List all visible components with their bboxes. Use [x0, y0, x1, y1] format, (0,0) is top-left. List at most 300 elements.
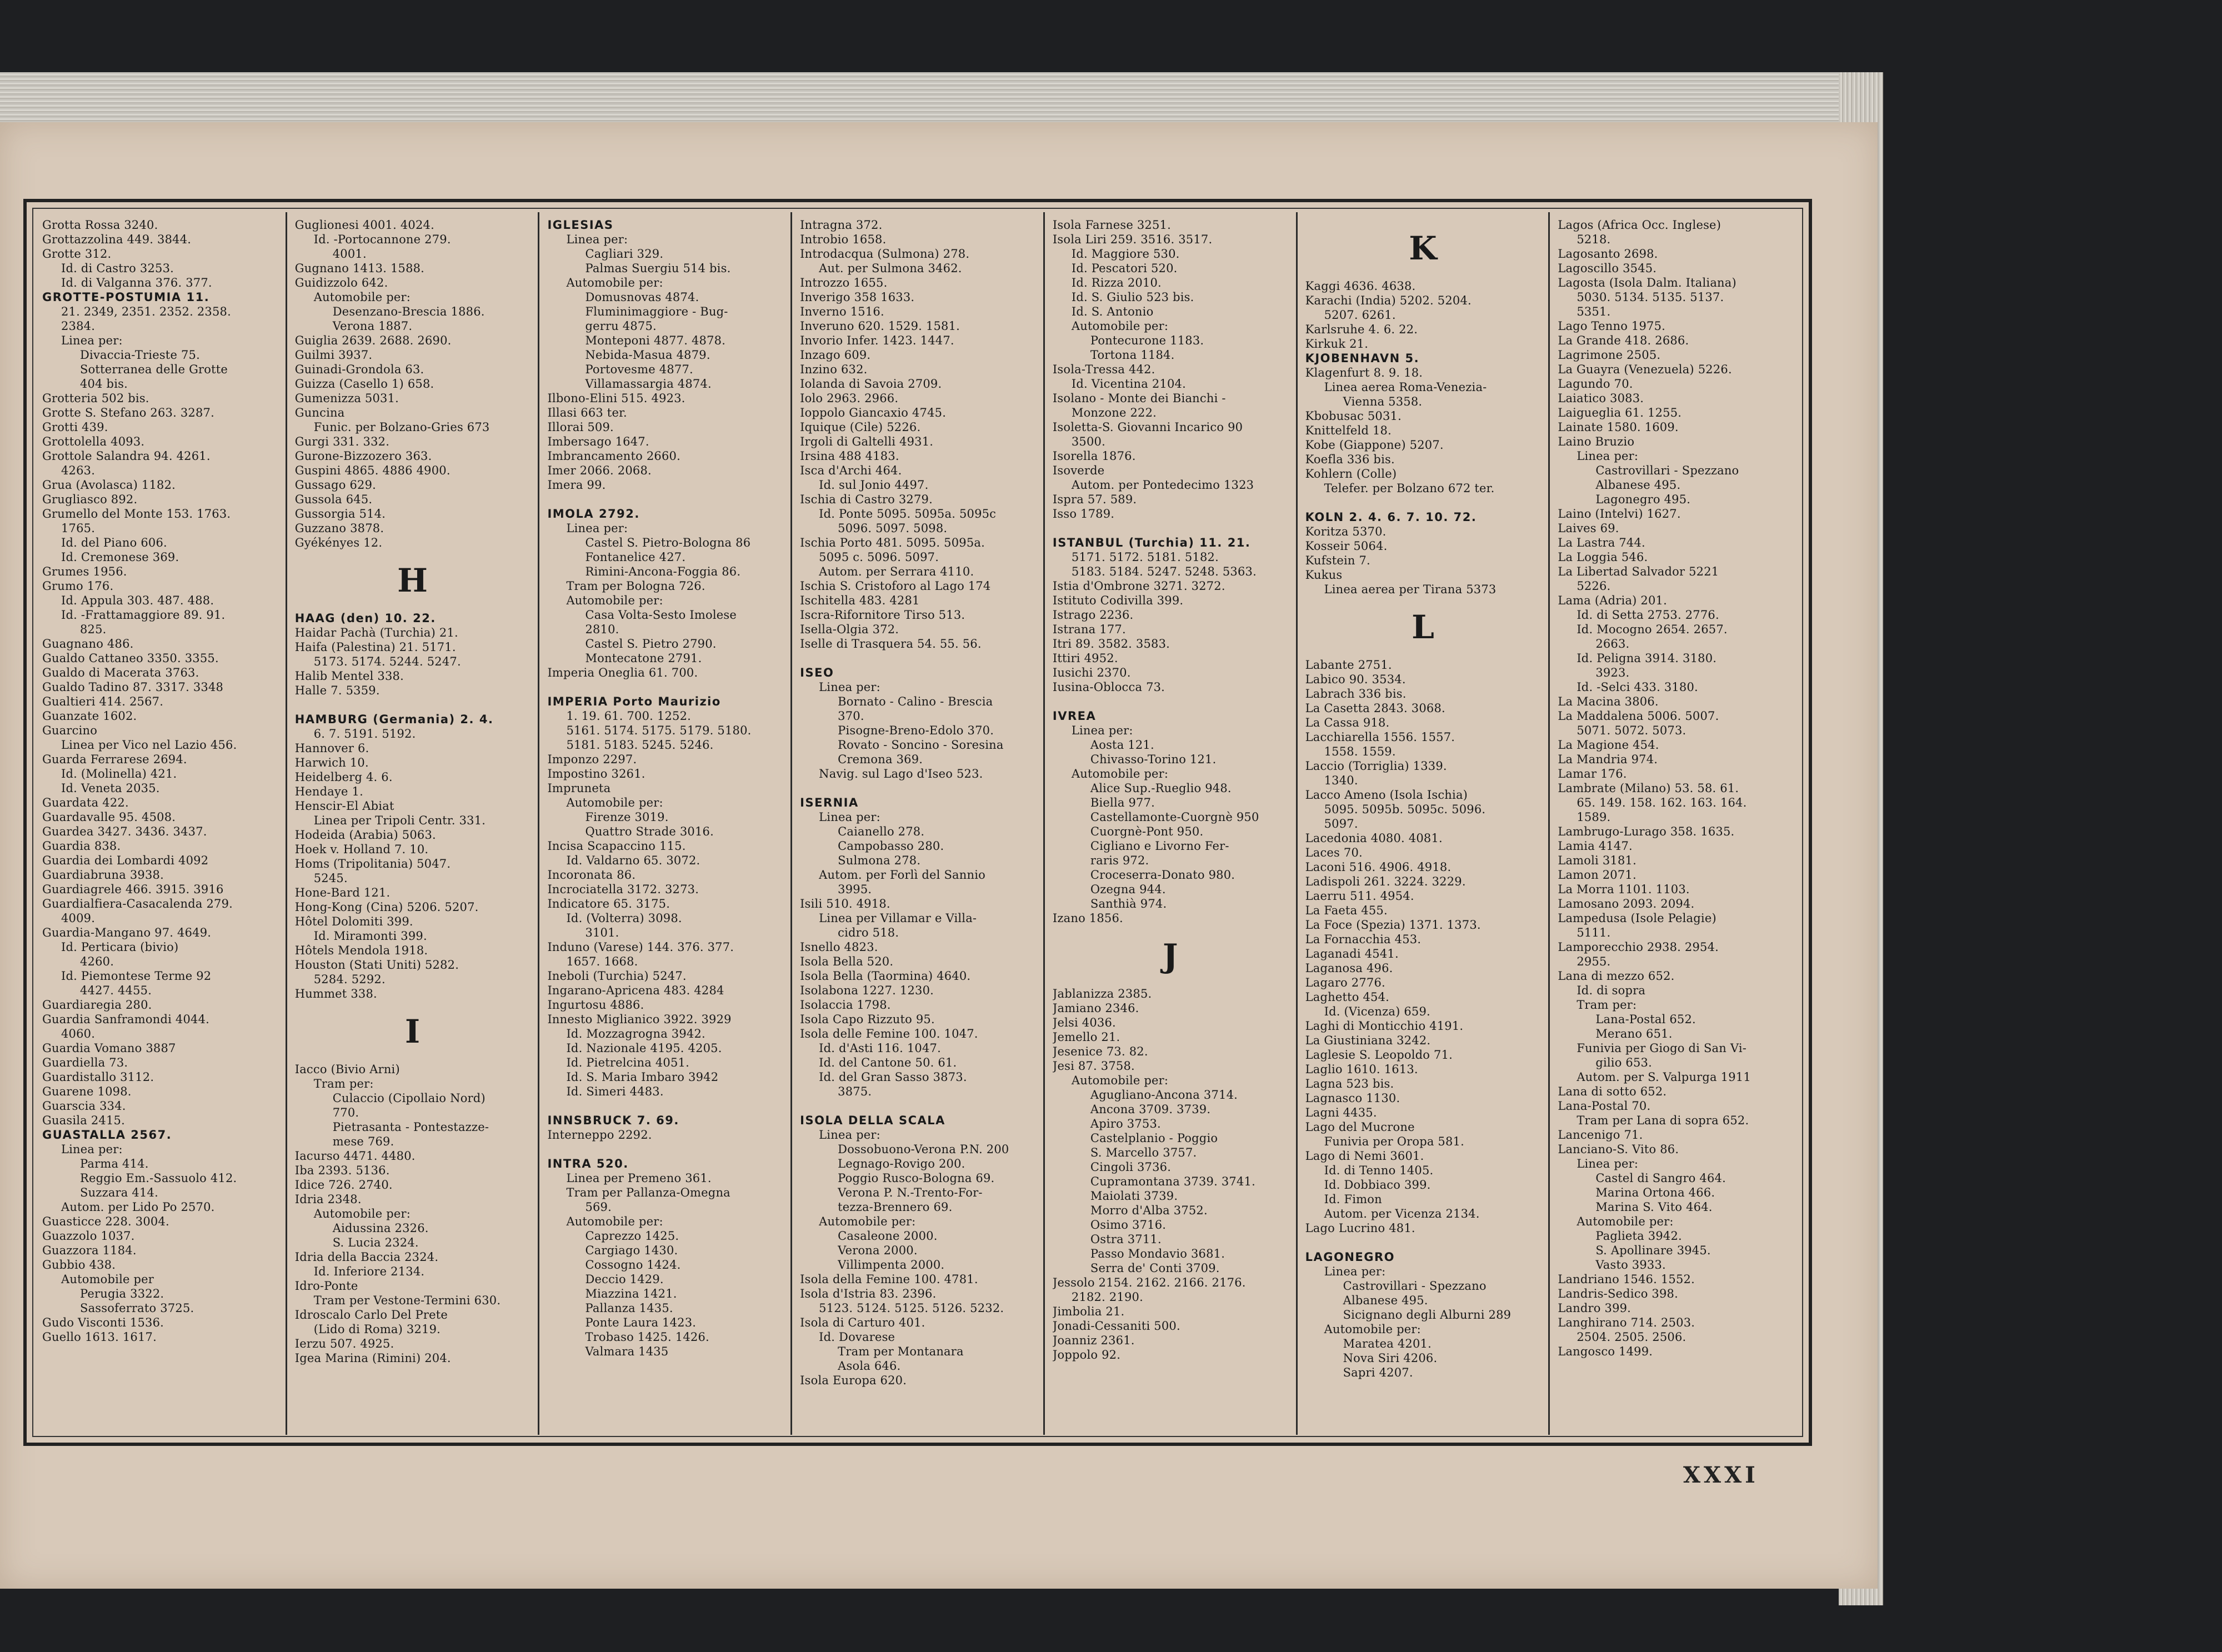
- index-entry: La Loggia 546.: [1558, 550, 1648, 564]
- index-entry: Laglesie S. Leopoldo 71.: [1305, 1048, 1453, 1062]
- index-heading: IMPERIA Porto Maurizio: [547, 695, 721, 708]
- index-entry: Landriano 1546. 1552.: [1558, 1273, 1695, 1286]
- index-entry: Imperia Oneglia 61. 700.: [547, 666, 698, 679]
- index-entry: Castelplanio - Poggio: [1090, 1132, 1218, 1145]
- index-entry: Id. Veneta 2035.: [61, 782, 160, 795]
- index-entry: Hôtel Dolomiti 399.: [294, 915, 413, 928]
- index-entry: Guizza (Casello 1) 658.: [294, 377, 434, 391]
- index-entry: 21. 2349, 2351. 2352. 2358.: [61, 305, 231, 318]
- index-entry: Isola Farnese 3251.: [1052, 218, 1171, 232]
- index-entry: Guncina: [294, 406, 345, 419]
- index-entry: Introbio 1658.: [800, 233, 887, 246]
- index-entry: Pontecurone 1183.: [1090, 334, 1204, 347]
- index-entry: Linea per:: [61, 334, 123, 347]
- page-number: XXXI: [1683, 1462, 1759, 1488]
- index-entry: Henscir-El Abiat: [294, 799, 394, 813]
- index-entry: Istituto Codivilla 399.: [1052, 594, 1184, 607]
- index-entry: Ischia S. Cristoforo al Lago 174: [800, 579, 991, 593]
- index-heading: ISOLA DELLA SCALA: [800, 1114, 945, 1127]
- index-entry: Osimo 3716.: [1090, 1218, 1167, 1232]
- index-entry: Grua (Avolasca) 1182.: [42, 478, 176, 492]
- index-entry: Cossogno 1424.: [585, 1258, 681, 1271]
- index-entry: Labico 90. 3534.: [1305, 673, 1406, 686]
- index-entry: Hodeida (Arabia) 5063.: [294, 828, 436, 842]
- index-entry: Domusnovas 4874.: [585, 291, 699, 304]
- index-entry: Guardavalle 95. 4508.: [42, 810, 176, 824]
- index-entry: La Cassa 918.: [1305, 716, 1390, 729]
- index-entry: Koritza 5370.: [1305, 525, 1387, 538]
- index-entry: Lagni 4435.: [1305, 1106, 1377, 1119]
- index-entry: Lamoli 3181.: [1558, 854, 1637, 867]
- index-heading: KJOBENHAVN 5.: [1305, 352, 1420, 365]
- index-column-7: [1550, 212, 1801, 1435]
- index-entry: Imbersago 1647.: [547, 435, 649, 448]
- index-entry: Ancona 3709. 3739.: [1090, 1103, 1211, 1116]
- index-entry: Harwich 10.: [294, 756, 369, 769]
- index-entry: 825.: [80, 623, 107, 636]
- index-entry: Marina Ortona 466.: [1595, 1186, 1715, 1199]
- index-entry: Lacco Ameno (Isola Ischia): [1305, 788, 1468, 802]
- index-entry: Pisogne-Breno-Edolo 370.: [838, 724, 994, 737]
- index-entry: Castel S. Pietro-Bologna 86: [585, 536, 751, 549]
- index-entry: Ispra 57. 589.: [1052, 493, 1137, 506]
- index-entry: Chivasso-Torino 121.: [1090, 753, 1217, 766]
- index-entry: Knittelfeld 18.: [1305, 424, 1392, 437]
- index-entry: Isnello 4823.: [800, 940, 878, 954]
- index-entry: Lagnasco 1130.: [1305, 1092, 1400, 1105]
- index-entry: Isorella 1876.: [1052, 449, 1136, 463]
- index-entry: [1053, 694, 1288, 709]
- index-entry: Hannover 6.: [294, 742, 369, 755]
- index-entry: Vasto 3933.: [1595, 1258, 1666, 1271]
- index-entry: Isoverde: [1052, 464, 1105, 477]
- index-entry: Serra de' Conti 3709.: [1090, 1261, 1220, 1275]
- index-heading: IMOLA 2792.: [547, 507, 640, 520]
- section-letter: I: [405, 1013, 421, 1050]
- index-entry: gilio 653.: [1595, 1056, 1652, 1069]
- index-entry: Itri 89. 3582. 3583.: [1052, 637, 1170, 650]
- index-entry: Hoek v. Holland 7. 10.: [294, 843, 429, 856]
- index-entry: [800, 1099, 1035, 1113]
- index-entry: Lago Tenno 1975.: [1558, 319, 1666, 333]
- index-entry: Introdacqua (Sulmona) 278.: [800, 247, 970, 261]
- index-entry: Lanciano-S. Vito 86.: [1558, 1143, 1679, 1156]
- index-entry: La Maddalena 5006. 5007.: [1558, 709, 1719, 723]
- index-entry: La Mandria 974.: [1558, 753, 1658, 766]
- index-entry: Id. Peligna 3914. 3180.: [1577, 652, 1717, 665]
- index-entry: Lagrimone 2505.: [1558, 348, 1661, 362]
- index-entry: Aut. per Sulmona 3462.: [819, 262, 962, 275]
- index-entry: Id. Valdarno 65. 3072.: [566, 854, 700, 867]
- index-entry: 5111.: [1577, 926, 1611, 939]
- index-entry: Isola Capo Rizzuto 95.: [800, 1013, 935, 1026]
- index-entry: Gussola 645.: [294, 493, 373, 506]
- index-entry: Langhirano 714. 2503.: [1558, 1316, 1695, 1329]
- index-entry: 4060.: [61, 1027, 96, 1040]
- index-entry: Iselle di Trasquera 54. 55. 56.: [800, 637, 982, 650]
- index-entry: Ostra 3711.: [1090, 1233, 1162, 1246]
- index-entry: Irgoli di Galtelli 4931.: [800, 435, 934, 448]
- index-entry: S. Apollinare 3945.: [1595, 1244, 1711, 1257]
- index-entry: Quattro Strade 3016.: [585, 825, 714, 838]
- index-entry: Iusichi 2370.: [1052, 666, 1131, 679]
- index-entry: Impruneta: [547, 782, 611, 795]
- index-entry: Istrana 177.: [1052, 623, 1126, 636]
- index-entry: Kbobusac 5031.: [1305, 409, 1402, 423]
- index-entry: Linea per Vico nel Lazio 456.: [61, 738, 237, 752]
- index-entry: Inverno 1516.: [800, 305, 884, 318]
- index-entry: Tram per Montanara: [838, 1345, 964, 1358]
- index-entry: 3995.: [838, 883, 872, 896]
- index-entry: Iquique (Cile) 5226.: [800, 420, 921, 434]
- index-entry: Id. del Cantone 50. 61.: [819, 1056, 957, 1069]
- index-entry: Guarcino: [42, 724, 98, 737]
- index-entry: Ischitella 483. 4281: [800, 594, 920, 607]
- index-entry: Culaccio (Cipollaio Nord): [332, 1092, 486, 1105]
- index-entry: Automobile per:: [819, 1215, 916, 1228]
- index-entry: Lambrugo-Lurago 358. 1635.: [1558, 825, 1735, 838]
- index-entry: Albanese 495.: [1343, 1294, 1428, 1307]
- index-entry: Jimbolia 21.: [1052, 1305, 1125, 1318]
- index-entry: Joanniz 2361.: [1052, 1334, 1135, 1347]
- index-entry: 6. 7. 5191. 5192.: [313, 727, 416, 740]
- index-entry: Villimpenta 2000.: [838, 1258, 945, 1271]
- index-entry: Bornato - Calino - Brescia: [838, 695, 993, 708]
- index-entry: Id. Rizza 2010.: [1071, 276, 1162, 289]
- index-entry: 4263.: [61, 464, 96, 477]
- index-entry: [1305, 495, 1541, 510]
- index-entry: Istrago 2236.: [1052, 608, 1134, 622]
- index-entry: La Casetta 2843. 3068.: [1305, 702, 1445, 715]
- index-entry: Linea per Villamar e Villa-: [819, 912, 977, 925]
- index-entry: Joppolo 92.: [1052, 1348, 1121, 1361]
- index-entry: Isola d'Istria 83. 2396.: [800, 1287, 937, 1300]
- index-entry: 4260.: [80, 955, 114, 968]
- index-entry: Iba 2393. 5136.: [294, 1164, 390, 1177]
- index-entry: Intragna 372.: [800, 218, 883, 232]
- index-entry: Id. (Molinella) 421.: [61, 767, 177, 780]
- index-entry: Automobile per:: [313, 1207, 411, 1220]
- index-entry: Lamosano 2093. 2094.: [1558, 897, 1695, 910]
- index-entry: Iacco (Bivio Arni): [294, 1063, 400, 1076]
- index-entry: La Lastra 744.: [1558, 536, 1645, 549]
- index-entry: 5183. 5184. 5247. 5248. 5363.: [1071, 565, 1257, 578]
- index-entry: Verona 1887.: [332, 319, 413, 333]
- index-entry: Laigueglia 61. 1255.: [1558, 406, 1682, 419]
- index-entry: La Faeta 455.: [1305, 904, 1388, 917]
- index-entry: Linea per:: [61, 1143, 123, 1156]
- index-entry: Guzzano 3878.: [294, 522, 384, 535]
- index-entry: Casa Volta-Sesto Imolese: [585, 608, 737, 622]
- index-heading: GUASTALLA 2567.: [42, 1128, 172, 1142]
- index-entry: 5226.: [1577, 579, 1611, 593]
- index-entry: Rimini-Ancona-Foggia 86.: [585, 565, 741, 578]
- index-entry: Indicatore 65. 3175.: [547, 897, 670, 910]
- index-entry: Id. S. Maria Imbaro 3942: [566, 1070, 719, 1084]
- index-entry: Automobile per: [61, 1273, 154, 1286]
- index-entry: Deccio 1429.: [585, 1273, 664, 1286]
- index-page: [0, 122, 1878, 1589]
- index-entry: Linea per Premeno 361.: [566, 1172, 712, 1185]
- index-entry: Guardia Sanframondi 4044.: [42, 1013, 210, 1026]
- index-entry: Guglionesi 4001. 4024.: [294, 218, 434, 232]
- index-entry: Id. Pietrelcina 4051.: [566, 1056, 689, 1069]
- index-entry: Fontanelice 427.: [585, 550, 686, 564]
- index-entry: Automobile per:: [1071, 767, 1169, 780]
- index-entry: Kohlern (Colle): [1305, 467, 1397, 480]
- index-entry: Id. Piemontese Terme 92: [61, 969, 212, 983]
- index-entry: Idria 2348.: [294, 1193, 362, 1206]
- index-entry: Linea per:: [819, 680, 880, 694]
- index-entry: Linea per:: [1577, 449, 1639, 463]
- index-entry: (Lido di Roma) 3219.: [313, 1323, 441, 1336]
- index-entry: Isoletta-S. Giovanni Incarico 90: [1052, 420, 1243, 434]
- index-entry: Caianello 278.: [838, 825, 925, 838]
- index-entry: Gussorgia 514.: [294, 507, 386, 520]
- index-entry: 2663.: [1595, 637, 1630, 650]
- index-heading: LAGONEGRO: [1305, 1250, 1395, 1264]
- index-entry: La Foce (Spezia) 1371. 1373.: [1305, 918, 1481, 932]
- index-entry: Campobasso 280.: [838, 839, 944, 853]
- index-entry: Desenzano-Brescia 1886.: [332, 305, 485, 318]
- index-entry: Inzago 609.: [800, 348, 871, 362]
- index-entry: Ischia di Castro 3279.: [800, 493, 933, 506]
- index-entry: Divaccia-Trieste 75.: [80, 348, 200, 362]
- index-entry: 5097.: [1324, 817, 1358, 830]
- index-entry: 4009.: [61, 912, 96, 925]
- index-entry: Santhià 974.: [1090, 897, 1167, 910]
- index-entry: Gurgi 331. 332.: [294, 435, 390, 448]
- index-entry: Jessolo 2154. 2162. 2166. 2176.: [1052, 1276, 1246, 1289]
- index-entry: Id. Fimon: [1324, 1193, 1382, 1206]
- index-entry: Haidar Pachà (Turchia) 21.: [294, 626, 458, 639]
- index-entry: Isolabona 1227. 1230.: [800, 984, 934, 997]
- index-entry: Guardia-Mangano 97. 4649.: [42, 926, 212, 939]
- index-entry: Aidussina 2326.: [332, 1222, 429, 1235]
- index-entry: 1657. 1668.: [566, 955, 638, 968]
- index-entry: Lamia 4147.: [1558, 839, 1633, 853]
- index-entry: Cuorgnè-Pont 950.: [1090, 825, 1204, 838]
- index-entry: Id. S. Giulio 523 bis.: [1071, 291, 1194, 304]
- index-entry: Maratea 4201.: [1343, 1337, 1432, 1350]
- index-entry: Inveruno 620. 1529. 1581.: [800, 319, 960, 333]
- index-entry: Guagnano 486.: [42, 637, 134, 650]
- index-entry: Pallanza 1435.: [585, 1301, 673, 1315]
- index-entry: Imponzo 2297.: [547, 753, 637, 766]
- index-entry: Linea per:: [1577, 1157, 1639, 1170]
- index-entry: 65. 149. 158. 162. 163. 164.: [1577, 796, 1747, 809]
- index-entry: Lagna 523 bis.: [1305, 1077, 1394, 1090]
- index-entry: Ittiri 4952.: [1052, 652, 1118, 665]
- index-entry: Jelsi 4036.: [1052, 1016, 1116, 1029]
- index-entry: Lacedonia 4080. 4081.: [1305, 832, 1443, 845]
- index-entry: Id. Simeri 4483.: [566, 1085, 664, 1098]
- index-entry: Lagosta (Isola Dalm. Italiana): [1558, 276, 1736, 289]
- index-entry: Poggio Rusco-Bologna 69.: [838, 1172, 995, 1185]
- index-entry: Kobe (Giappone) 5207.: [1305, 438, 1444, 452]
- index-entry: Guidizzolo 642.: [294, 276, 388, 289]
- index-entry: Sapri 4207.: [1343, 1366, 1413, 1379]
- index-entry: Funic. per Bolzano-Gries 673: [313, 420, 490, 434]
- index-entry: Guiglia 2639. 2688. 2690.: [294, 334, 452, 347]
- index-entry: 3923.: [1595, 666, 1630, 679]
- index-entry: Isola Bella 520.: [800, 955, 894, 968]
- index-entry: Castrovillari - Spezzano: [1595, 464, 1739, 477]
- index-entry: Automobile per:: [566, 796, 663, 809]
- index-entry: gerru 4875.: [585, 319, 657, 333]
- index-entry: 1589.: [1577, 810, 1611, 824]
- index-entry: Grottazzolina 449. 3844.: [42, 233, 192, 246]
- index-entry: Karlsruhe 4. 6. 22.: [1305, 323, 1418, 336]
- index-entry: Palmas Suergiu 514 bis.: [585, 262, 731, 275]
- index-entry: Sassoferrato 3725.: [80, 1301, 194, 1315]
- index-entry: Laghi di Monticchio 4191.: [1305, 1019, 1464, 1033]
- index-column-1: [34, 212, 287, 1435]
- index-entry: Castellamonte-Cuorgnè 950: [1090, 810, 1259, 824]
- index-entry: Haifa (Palestina) 21. 5171.: [294, 640, 456, 654]
- index-entry: 5030. 5134. 5135. 5137.: [1577, 291, 1724, 304]
- index-entry: Illorai 509.: [547, 420, 614, 434]
- index-entry: Castel S. Pietro 2790.: [585, 637, 717, 650]
- index-entry: Villamassargia 4874.: [585, 377, 712, 391]
- index-entry: Ischia Porto 481. 5095. 5095a.: [800, 536, 985, 549]
- index-entry: Cremona 369.: [838, 753, 923, 766]
- index-entry: Autom. per Forlì del Sannio: [819, 868, 985, 882]
- index-entry: Suzzara 414.: [80, 1186, 158, 1199]
- index-entry: 5173. 5174. 5244. 5247.: [313, 655, 461, 668]
- index-entry: Miazzina 1421.: [585, 1287, 677, 1300]
- index-entry: Guardea 3427. 3436. 3437.: [42, 825, 207, 838]
- index-entry: Lagos (Africa Occ. Inglese): [1558, 218, 1721, 232]
- index-entry: Incisa Scapaccino 115.: [547, 839, 686, 853]
- index-entry: Linea aerea per Tirana 5373: [1324, 583, 1497, 596]
- index-entry: Id. Maggiore 530.: [1071, 247, 1180, 261]
- index-column-5: [1045, 212, 1298, 1435]
- index-entry: Parma 414.: [80, 1157, 149, 1170]
- index-entry: 5245.: [313, 872, 348, 885]
- index-entry: Vienna 5358.: [1343, 395, 1423, 408]
- index-entry: Jamiano 2346.: [1052, 1002, 1139, 1015]
- index-entry: Guardiaregia 280.: [42, 998, 152, 1012]
- index-entry: Id. Vicentina 2104.: [1071, 377, 1186, 391]
- index-entry: Iacurso 4471. 4480.: [294, 1149, 416, 1163]
- index-column-3: [539, 212, 792, 1435]
- index-entry: Heidelberg 4. 6.: [294, 770, 393, 784]
- index-entry: Grottole Salandra 94. 4261.: [42, 449, 211, 463]
- index-entry: La Libertad Salvador 5221: [1558, 565, 1719, 578]
- index-entry: Laghetto 454.: [1305, 990, 1390, 1004]
- index-entry: Grugliasco 892.: [42, 493, 138, 506]
- index-entry: Monzone 222.: [1071, 406, 1157, 419]
- index-entry: Autom. per S. Valpurga 1911: [1577, 1070, 1751, 1084]
- index-heading: HAMBURG (Germania) 2. 4.: [294, 713, 494, 726]
- index-entry: Labante 2751.: [1305, 658, 1392, 672]
- index-entry: Lana-Postal 70.: [1558, 1099, 1651, 1113]
- index-entry: Guardiabruna 3938.: [42, 868, 164, 882]
- index-entry: [1053, 521, 1288, 535]
- index-entry: Idria della Baccia 2324.: [294, 1250, 439, 1264]
- index-entry: Laccio (Torriglia) 1339.: [1305, 759, 1447, 773]
- section-letter: H: [397, 562, 428, 599]
- index-entry: 3500.: [1071, 435, 1105, 448]
- index-entry: Iolanda di Savoia 2709.: [800, 377, 942, 391]
- index-entry: mese 769.: [332, 1135, 394, 1148]
- index-entry: Albanese 495.: [1595, 478, 1681, 492]
- index-entry: La Giustiniana 3242.: [1305, 1034, 1431, 1047]
- index-entry: 5351.: [1577, 305, 1611, 318]
- index-entry: Tram per Lana di sopra 652.: [1577, 1114, 1749, 1127]
- index-entry: Laconi 516. 4906. 4918.: [1305, 860, 1452, 874]
- index-entry: Lainate 1580. 1609.: [1558, 420, 1679, 434]
- index-entry: Lagosanto 2698.: [1558, 247, 1658, 261]
- index-entry: Gurone-Bizzozero 363.: [294, 449, 432, 463]
- index-entry: 5071. 5072. 5073.: [1577, 724, 1686, 737]
- index-entry: Agugliano-Ancona 3714.: [1090, 1088, 1238, 1102]
- index-entry: Ioppolo Giancaxio 4745.: [800, 406, 947, 419]
- index-heading: IVREA: [1052, 709, 1097, 723]
- index-entry: Guanzate 1602.: [42, 709, 137, 723]
- index-entry: 2810.: [585, 623, 619, 636]
- index-entry: 5161. 5174. 5175. 5179. 5180.: [566, 724, 752, 737]
- index-entry: Automobile per:: [1577, 1215, 1674, 1228]
- index-entry: Perugia 3322.: [80, 1287, 164, 1300]
- index-entry: Firenze 3019.: [585, 810, 669, 824]
- index-entry: Morro d'Alba 3752.: [1090, 1204, 1208, 1217]
- index-entry: Hôtels Mendola 1918.: [294, 944, 428, 957]
- index-entry: Inzino 632.: [800, 363, 868, 376]
- index-entry: Laerru 511. 4954.: [1305, 889, 1414, 903]
- index-entry: Asola 646.: [838, 1359, 901, 1373]
- index-entry: Hone-Bard 121.: [294, 886, 391, 899]
- index-entry: Autom. per Lido Po 2570.: [61, 1200, 215, 1214]
- index-entry: Lambrate (Milano) 53. 58. 61.: [1558, 782, 1739, 795]
- index-entry: Laces 70.: [1305, 846, 1363, 859]
- index-entry: Id. -Frattamaggiore 89. 91.: [61, 608, 226, 622]
- index-entry: Cupramontana 3739. 3741.: [1090, 1175, 1255, 1188]
- index-entry: 5095 c. 5096. 5097.: [819, 550, 939, 564]
- index-entry: Houston (Stati Uniti) 5282.: [294, 958, 459, 972]
- index-entry: Id. d'Asti 116. 1047.: [819, 1042, 941, 1055]
- index-entry: Koefla 336 bis.: [1305, 453, 1395, 466]
- index-entry: Gualtieri 414. 2567.: [42, 695, 164, 708]
- index-entry: Guasila 2415.: [42, 1114, 125, 1127]
- index-entry: Invorio Infer. 1423. 1447.: [800, 334, 954, 347]
- index-entry: Laglio 1610. 1613.: [1305, 1063, 1418, 1076]
- index-entry: Iolo 2963. 2966.: [800, 392, 899, 405]
- index-entry: Id. Ponte 5095. 5095a. 5095c: [819, 507, 997, 520]
- index-entry: Grotti 439.: [42, 420, 108, 434]
- index-entry: Interneppo 2292.: [547, 1128, 652, 1142]
- index-entry: Isolano - Monte dei Bianchi -: [1052, 392, 1226, 405]
- index-column-6: [1298, 212, 1550, 1435]
- index-entry: Id. S. Antonio: [1071, 305, 1154, 318]
- index-entry: Igea Marina (Rimini) 204.: [294, 1351, 451, 1365]
- index-entry: Passo Mondavio 3681.: [1090, 1247, 1225, 1260]
- index-heading: INTRA 520.: [547, 1157, 629, 1170]
- index-entry: Introzzo 1655.: [800, 276, 888, 289]
- index-entry: Lamon 2071.: [1558, 868, 1637, 882]
- index-column-2: [287, 212, 540, 1435]
- index-entry: Hendaye 1.: [294, 785, 363, 798]
- index-entry: Guilmi 3937.: [294, 348, 373, 362]
- index-entry: Guarscia 334.: [42, 1099, 126, 1113]
- index-entry: Laganosa 496.: [1305, 962, 1393, 975]
- index-entry: Caprezzo 1425.: [585, 1229, 679, 1243]
- index-entry: Valmara 1435: [585, 1345, 669, 1358]
- index-entry: 1340.: [1324, 774, 1358, 787]
- index-heading: IGLESIAS: [547, 218, 614, 232]
- index-entry: Grumello del Monte 153. 1763.: [42, 507, 231, 520]
